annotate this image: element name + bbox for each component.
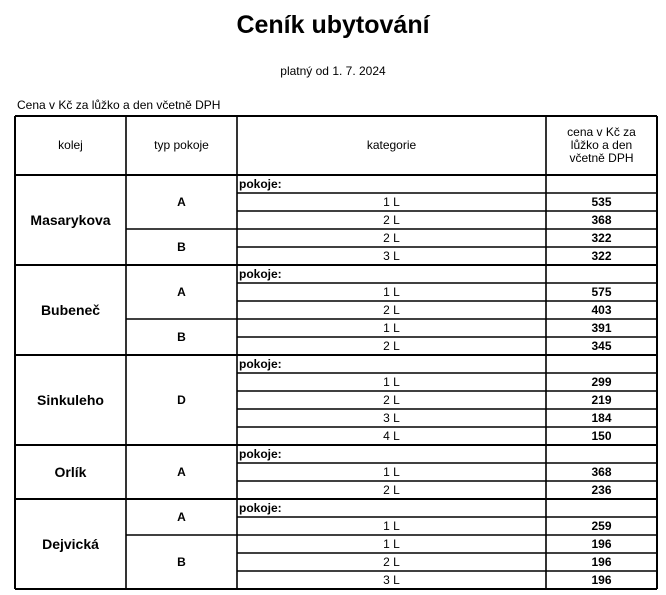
price-cell: 368 <box>591 212 612 227</box>
room-type-cell: A <box>177 464 186 479</box>
price-cell: 196 <box>591 554 612 569</box>
category-cell: 1 L <box>383 320 400 335</box>
category-cell: 3 L <box>383 572 400 587</box>
room-type-cell: D <box>177 392 186 407</box>
price-cell: 322 <box>591 248 612 263</box>
category-cell: 2 L <box>383 392 400 407</box>
dorm-name: Sinkuleho <box>37 391 104 408</box>
category-cell: 1 L <box>383 518 400 533</box>
category-cell: 1 L <box>383 194 400 209</box>
pokoje-label: pokoje: <box>239 266 282 281</box>
price-cell: 236 <box>591 482 612 497</box>
category-cell: 1 L <box>383 464 400 479</box>
price-cell: 575 <box>591 284 612 299</box>
price-cell: 219 <box>591 392 612 407</box>
dorm-name: Dejvická <box>42 535 99 552</box>
category-cell: 1 L <box>383 374 400 389</box>
category-cell: 1 L <box>383 536 400 551</box>
header-typ-pokoje: typ pokoje <box>154 138 209 152</box>
header-kategorie: kategorie <box>366 138 417 152</box>
room-type-cell: B <box>177 329 186 344</box>
price-cell: 150 <box>591 428 612 443</box>
category-cell: 2 L <box>383 230 400 245</box>
category-cell: 2 L <box>383 554 400 569</box>
price-cell: 391 <box>591 320 612 335</box>
price-cell: 184 <box>591 410 612 425</box>
price-cell: 322 <box>591 230 612 245</box>
dorm-name: Bubeneč <box>40 301 101 318</box>
dorm-name: Masarykova <box>30 211 111 228</box>
category-cell: 3 L <box>383 248 400 263</box>
dorm-name: Orlík <box>54 463 87 480</box>
pokoje-label: pokoje: <box>239 176 282 191</box>
room-type-cell: B <box>177 239 186 254</box>
category-cell: 2 L <box>383 482 400 497</box>
price-cell: 196 <box>591 536 612 551</box>
pokoje-label: pokoje: <box>239 500 282 515</box>
room-type-cell: B <box>177 554 186 569</box>
header-kolej: kolej <box>58 138 83 152</box>
category-cell: 2 L <box>383 338 400 353</box>
price-cell: 345 <box>591 338 612 353</box>
price-cell: 196 <box>591 572 612 587</box>
category-cell: 2 L <box>383 212 400 227</box>
price-cell: 535 <box>591 194 612 209</box>
price-cell: 368 <box>591 464 612 479</box>
pokoje-label: pokoje: <box>239 446 282 461</box>
room-type-cell: A <box>177 194 186 209</box>
room-type-cell: A <box>177 284 186 299</box>
price-cell: 403 <box>591 302 612 317</box>
page-title: Ceník ubytování <box>236 11 430 39</box>
category-cell: 1 L <box>383 284 400 299</box>
room-type-cell: A <box>177 509 186 524</box>
validity-date: platný od 1. 7. 2024 <box>280 64 386 78</box>
price-cell: 259 <box>591 518 612 533</box>
category-cell: 3 L <box>383 410 400 425</box>
category-cell: 4 L <box>383 428 400 443</box>
table-caption: Cena v Kč za lůžko a den včetně DPH <box>17 98 221 112</box>
category-cell: 2 L <box>383 302 400 317</box>
header-cena: cena v Kč za lůžko a den včetně DPH <box>567 125 636 165</box>
price-cell: 299 <box>591 374 612 389</box>
pokoje-label: pokoje: <box>239 356 282 371</box>
